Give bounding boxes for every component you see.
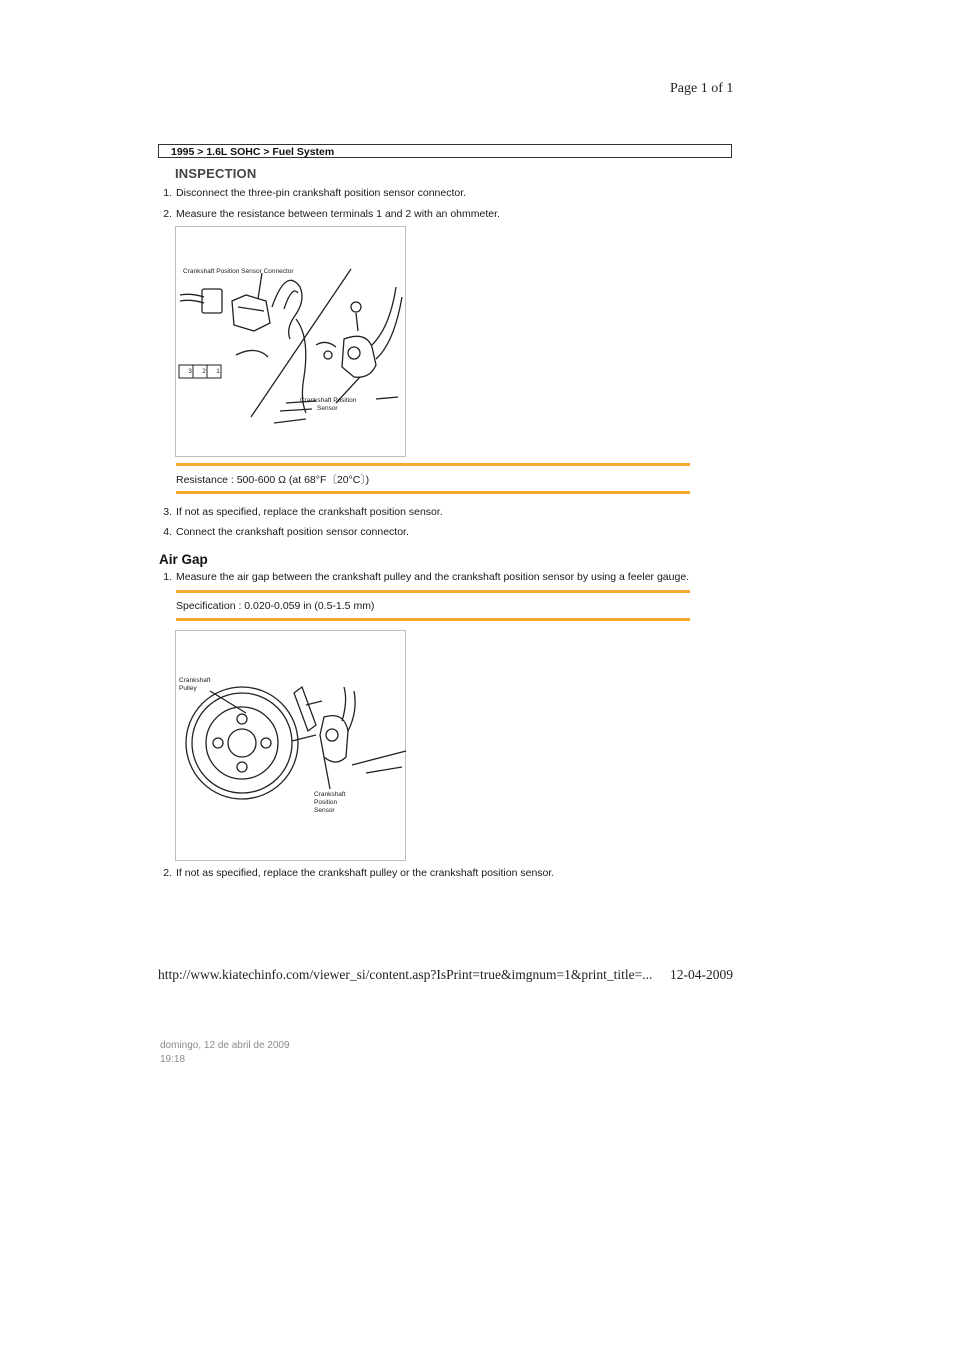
step-number: 1.: [163, 187, 172, 199]
footer-date: 12-04-2009: [670, 967, 733, 982]
pulley-sensor-illustration: [176, 631, 407, 862]
step-text: If not as specified, replace the crankshaft pulley or the crankshaft position sensor.: [176, 867, 555, 879]
pulley-sensor-figure: [175, 630, 406, 861]
pulley-label-line2: Pulley: [179, 685, 197, 692]
step-number: 3.: [163, 506, 172, 518]
step-number: 2.: [163, 208, 172, 220]
spec-divider-top: [176, 590, 690, 593]
breadcrumb: 1995 > 1.6L SOHC > Fuel System: [158, 144, 732, 158]
step-text: If not as specified, replace the crankshaft position sensor.: [176, 506, 443, 518]
air-gap-spec: Specification : 0.020-0.059 in (0.5-1.5 mm): [176, 600, 375, 612]
sensor-label-line1: Crankshaft Position: [300, 397, 357, 404]
step-text: Disconnect the three-pin crankshaft position sensor connector.: [176, 187, 467, 199]
spec-divider-bottom: [176, 491, 690, 494]
timestamp-date: domingo, 12 de abril de 2009: [160, 1040, 290, 1051]
step-4: [158, 526, 409, 538]
air-gap-step-1: [158, 571, 689, 583]
footer-url: http://www.kiatechinfo.com/viewer_si/content.asp?IsPrint=true&imgnum=1&print_title=...: [158, 967, 653, 982]
step-number: 2.: [163, 867, 172, 879]
connector-sensor-figure: [175, 226, 406, 457]
sensor-label-line2: Position: [314, 799, 338, 806]
resistance-spec: Resistance : 500-600 Ω (at 68°F〔20°C〕): [176, 474, 370, 486]
step-2: [158, 208, 500, 220]
step-number: 4.: [163, 526, 172, 538]
air-gap-heading: Air Gap: [159, 552, 208, 567]
step-1: [158, 187, 466, 199]
page-number: Page 1 of 1: [670, 81, 734, 96]
terminal-1: 1: [216, 368, 220, 375]
sensor-label-line1: Crankshaft: [314, 791, 346, 798]
terminal-3: 3: [188, 368, 192, 375]
step-3: [158, 506, 443, 518]
pulley-label-line1: Crankshaft: [179, 677, 211, 684]
sensor-label-line2: Sensor: [317, 405, 338, 412]
timestamp-time: 19:18: [160, 1054, 186, 1065]
terminal-2: 2: [202, 368, 206, 375]
spec-divider-bottom: [176, 618, 690, 621]
step-text: Connect the crankshaft position sensor connector.: [176, 526, 409, 538]
connector-sensor-illustration: [176, 227, 407, 458]
sensor-label-line3: Sensor: [314, 807, 335, 814]
spec-divider-top: [176, 463, 690, 466]
step-text: Measure the resistance between terminals 1 and 2 with an ohmmeter.: [176, 208, 500, 220]
step-text: Measure the air gap between the crankshaft pulley and the crankshaft position sensor by using a feeler gauge.: [176, 571, 690, 583]
section-heading: INSPECTION: [175, 166, 257, 181]
air-gap-step-2: [158, 867, 554, 879]
connector-label: Crankshaft Position Sensor Connector: [183, 268, 294, 275]
step-number: 1.: [163, 571, 172, 583]
